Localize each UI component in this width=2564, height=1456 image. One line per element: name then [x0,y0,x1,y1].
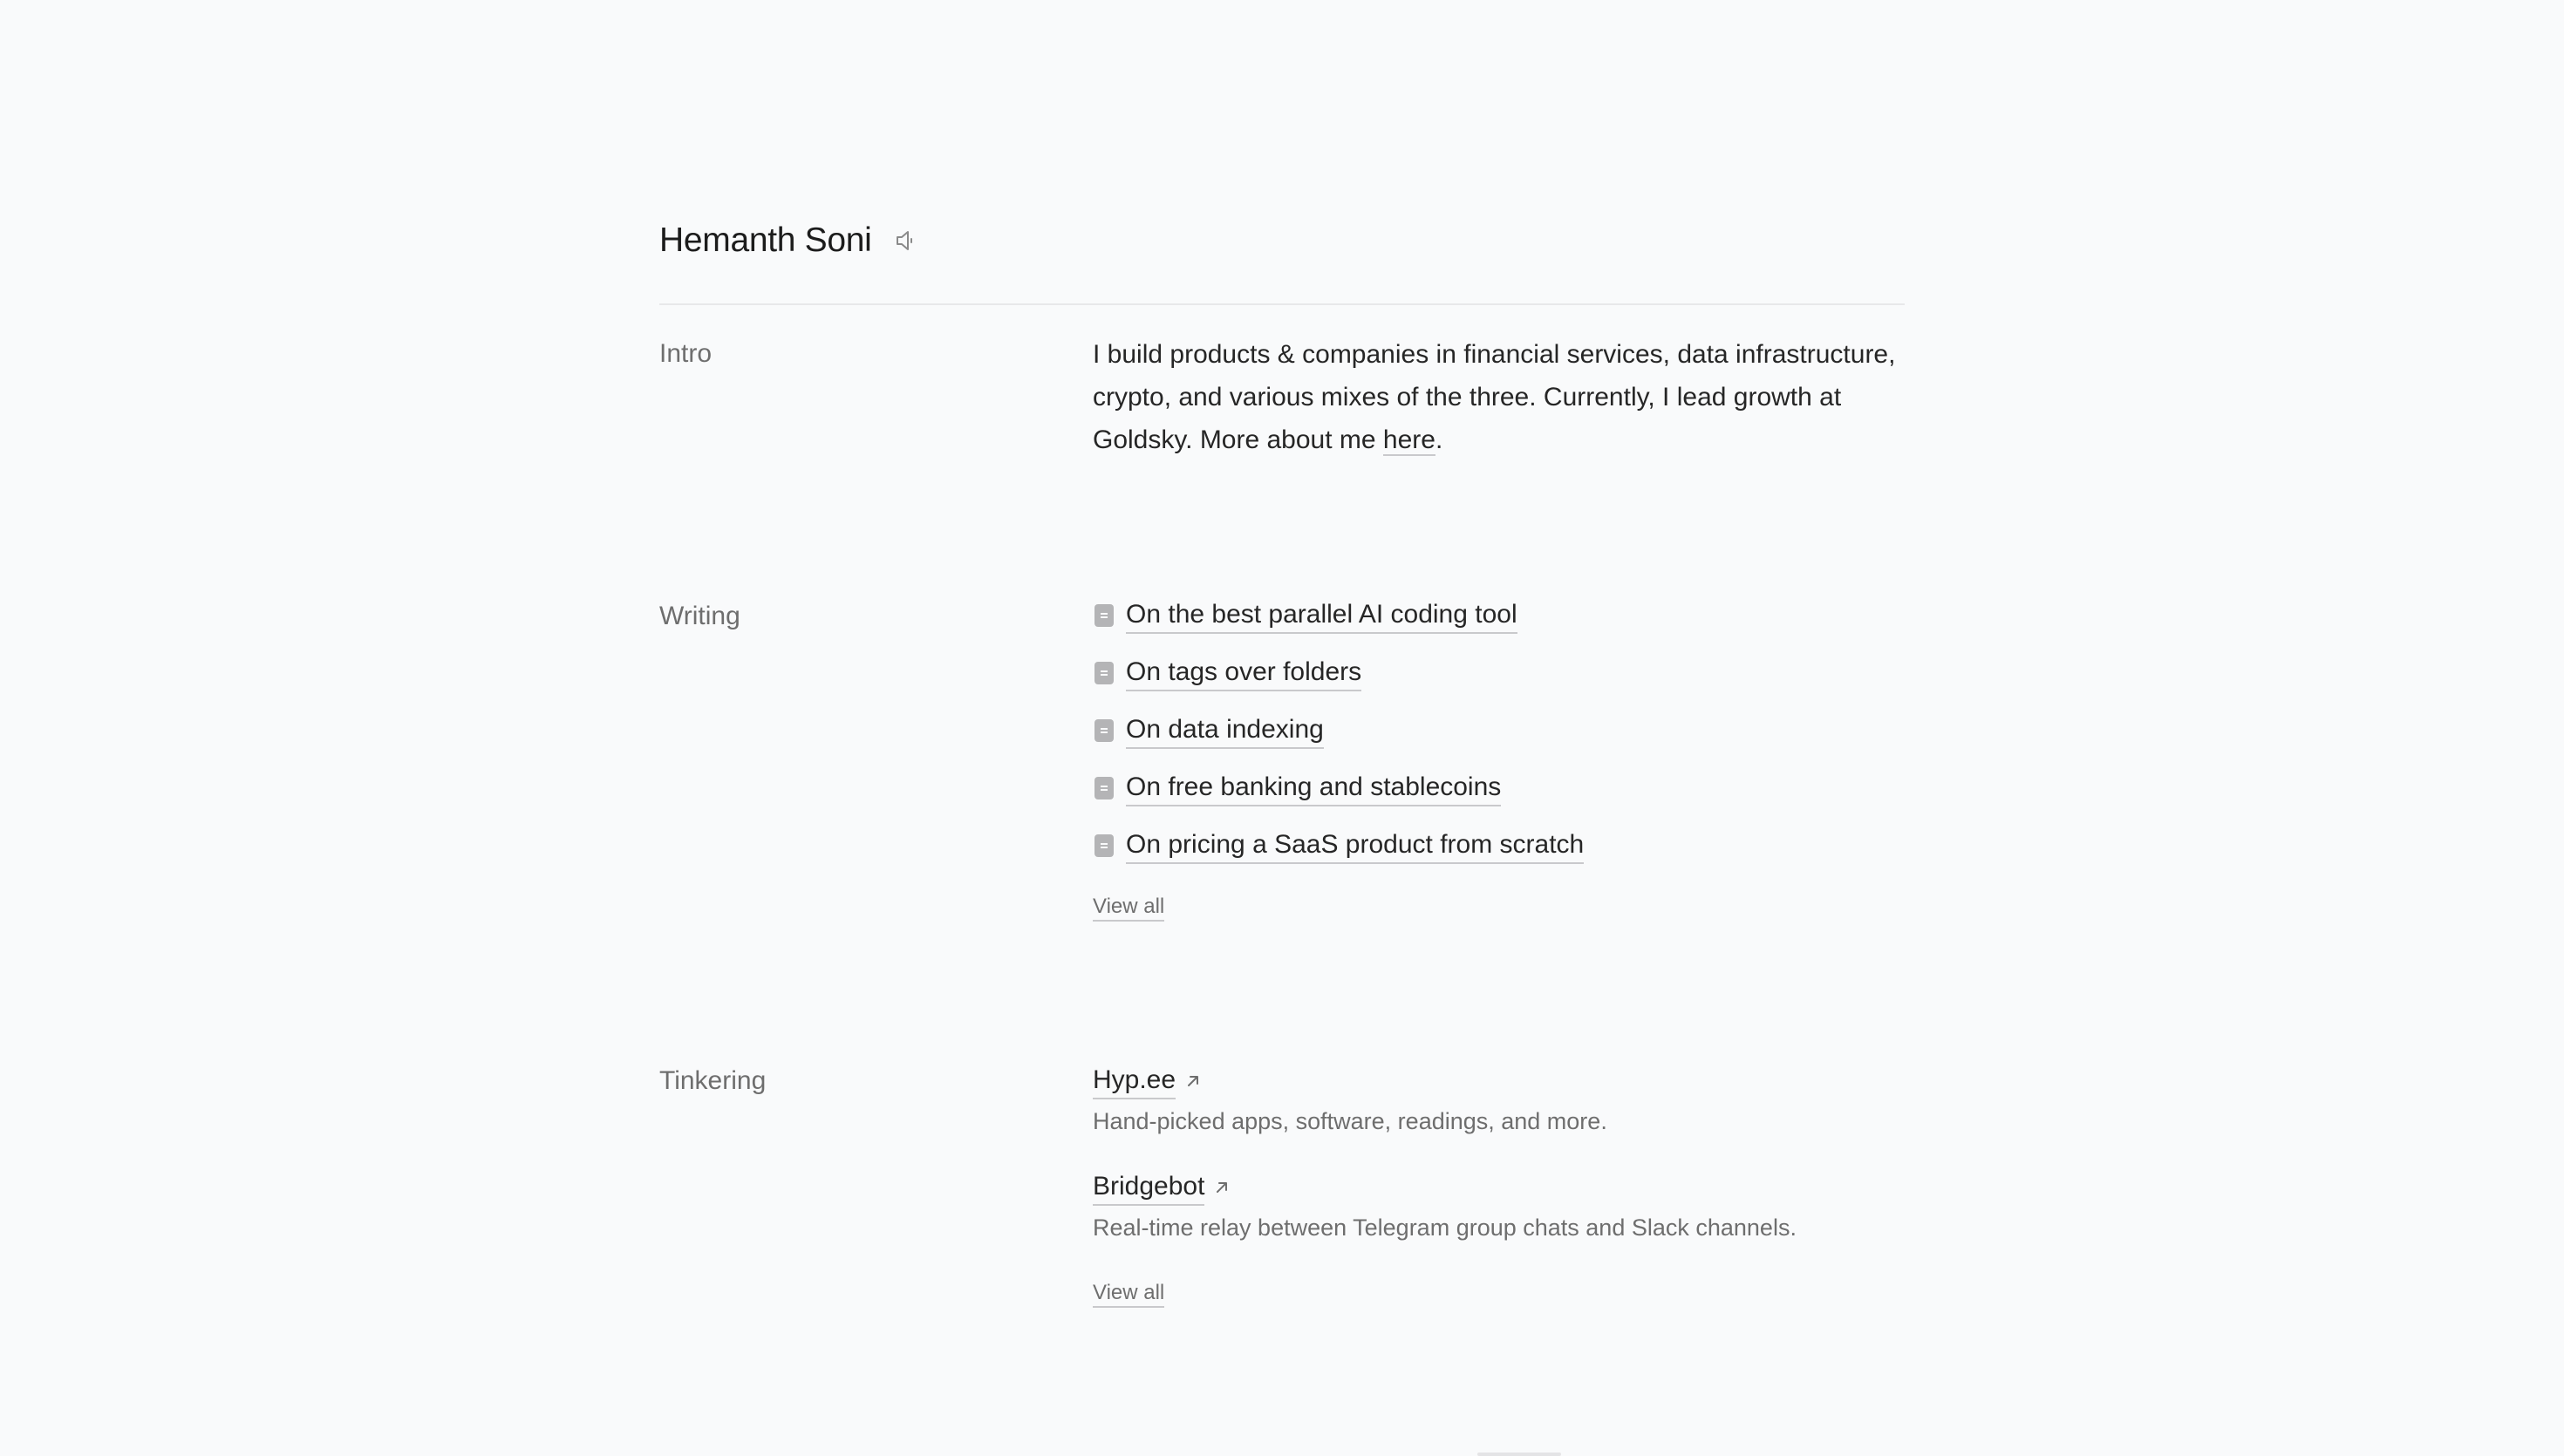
external-link-arrow-icon[interactable] [1184,1072,1202,1090]
writing-link[interactable]: On tags over folders [1126,655,1361,691]
writing-link[interactable]: On free banking and stablecoins [1126,770,1501,806]
writing-link[interactable]: On pricing a SaaS product from scratch [1126,827,1584,864]
section-label-writing: Writing [659,602,740,630]
writing-view-all-row [1093,894,1905,922]
intro-text-end: . [1435,425,1443,454]
project-link-row [1093,1060,1905,1102]
section-label-tinkering: Tinkering [659,1066,767,1095]
about-me-link[interactable]: here [1382,425,1435,454]
site-header [659,216,921,265]
document-icon [1094,834,1114,857]
page [659,0,1905,1456]
tinkering-view-all-link[interactable]: View all [1093,1280,1164,1308]
document-icon [1094,777,1114,799]
external-link-arrow-icon[interactable] [1213,1179,1231,1196]
document-icon [1094,662,1114,684]
project-description: Real-time relay between Telegram group chats and Slack channels. [1093,1214,1797,1241]
speaker-icon[interactable] [891,226,921,255]
document-icon [1094,604,1114,627]
intro-text: I build products & companies in financial services, data infrastructure, crypto, and various mixes of the three. Currently, I lead growth at Goldsky. More about me [1093,340,1896,454]
project-item [1093,1167,1905,1245]
writing-item [1093,644,1905,702]
writing-list [1093,587,1905,874]
document-icon [1094,719,1114,742]
writing-item [1093,759,1905,817]
intro-content [1093,333,1905,461]
writing-content [1093,587,1905,922]
writing-view-all-link[interactable]: View all [1093,894,1164,922]
project-link-row [1093,1167,1905,1208]
intro-paragraph [1093,333,1905,461]
project-item [1093,1060,1905,1139]
tinkering-content [1093,1060,1905,1308]
header-divider [659,303,1905,305]
writing-link[interactable]: On the best parallel AI coding tool [1126,597,1517,634]
site-title: Hemanth Soni [659,221,872,259]
project-link[interactable]: Hyp.ee [1093,1063,1176,1099]
project-description: Hand-picked apps, software, readings, and more. [1093,1108,1607,1134]
project-link[interactable]: Bridgebot [1093,1169,1204,1206]
writing-link[interactable]: On data indexing [1126,712,1324,749]
writing-item [1093,702,1905,759]
section-label-intro: Intro [659,339,713,368]
writing-item [1093,587,1905,644]
footer-divider [1477,1453,1561,1456]
tinkering-view-all-row [1093,1280,1905,1308]
writing-item [1093,817,1905,874]
